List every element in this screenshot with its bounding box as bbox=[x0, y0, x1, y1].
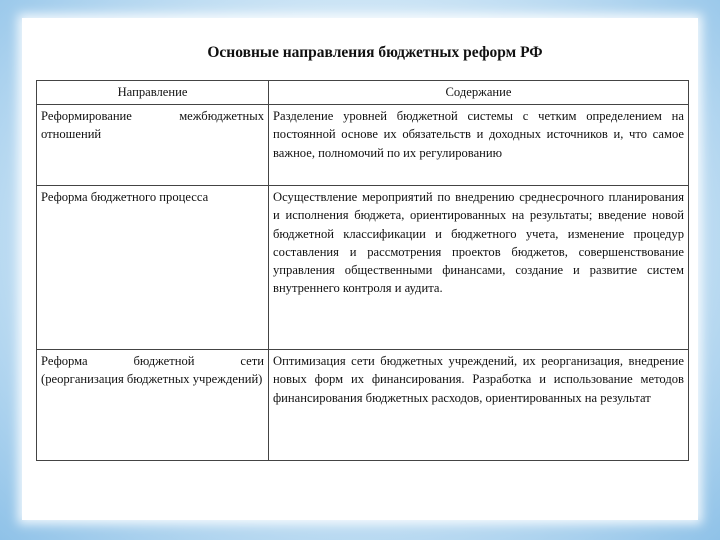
row-content: Разделение уровней бюджетной системы с четким определением на постоянной основе их обязательств и доходных источников и, что самое важное, полномочий по их регулированию bbox=[269, 105, 689, 186]
row-content: Оптимизация сети бюджетных учреждений, их реорганизация, внедрение новых форм их финансирования. Разработка и использование методов финансирования бюджетных расходов, ориентированных на результат bbox=[269, 350, 689, 461]
slide bbox=[22, 18, 698, 520]
header-direction: Направление bbox=[37, 81, 269, 105]
table-row bbox=[37, 350, 689, 461]
header-content: Содержание bbox=[269, 81, 689, 105]
table-header-row bbox=[37, 81, 689, 105]
slide-title: Основные направления бюджетных реформ РФ bbox=[207, 44, 543, 61]
row-direction: Реформирование межбюджетных отношений bbox=[37, 105, 269, 186]
row-content: Осуществление мероприятий по внедрению среднесрочного планирования и исполнения бюджета, ориентированных на результаты; введение новой бюджетной классификации и бюджетного учета, изменение процедур составления и рассмотрения проектов бюджетов, совершенствование управления общественными финансами, создание и развитие систем внутреннего контроля и аудита. bbox=[269, 186, 689, 350]
reforms-table bbox=[36, 80, 689, 461]
table-row bbox=[37, 105, 689, 186]
row-direction: Реформа бюджетного процесса bbox=[37, 186, 269, 350]
row-direction: Реформа бюджетной сети (реорганизация бюджетных учреждений) bbox=[37, 350, 269, 461]
table-row bbox=[37, 186, 689, 350]
